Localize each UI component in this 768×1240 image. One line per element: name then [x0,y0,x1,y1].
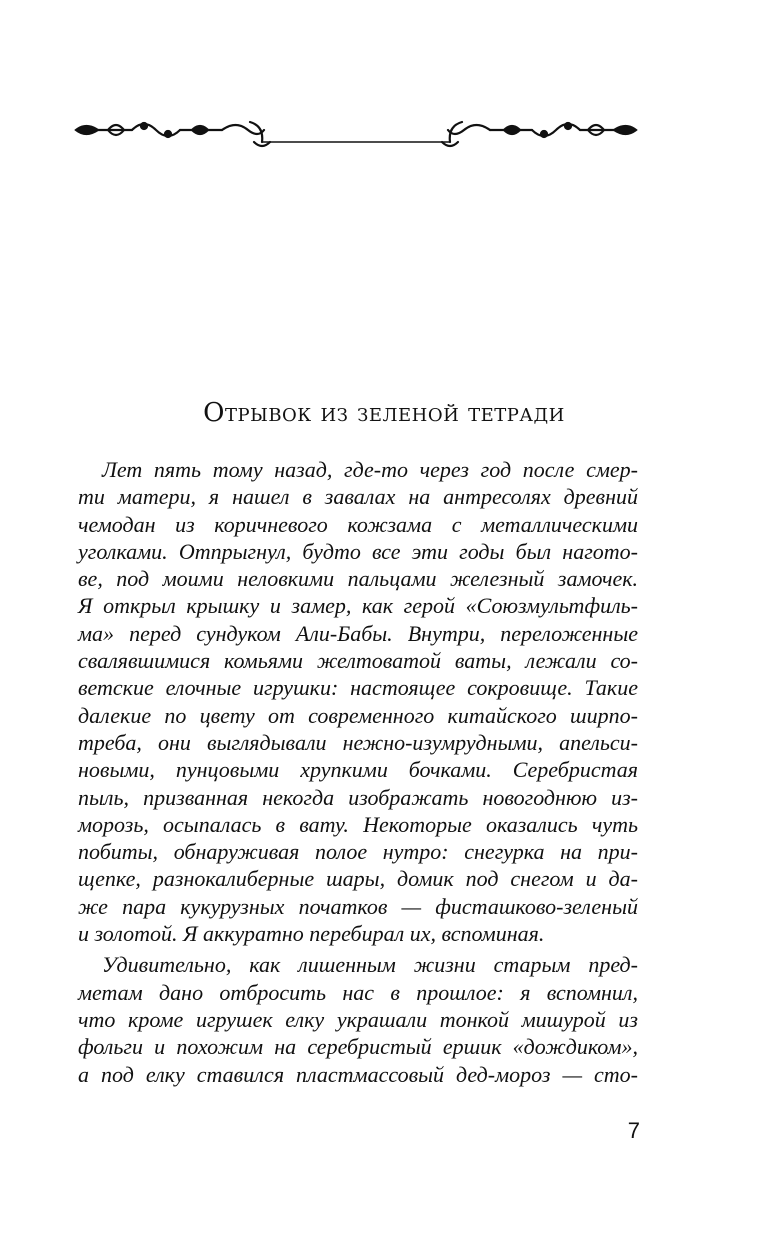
text-line: Лет пять тому назад, где-то через год после смер- [102,457,638,482]
text-line: пыль, призванная некогда изображать новогоднюю из- [78,784,638,810]
text-line: ти матери, я нашел в завалах на антресолях древний [78,484,638,510]
page-number: 7 [627,1118,640,1143]
text-line: фольги и похожим на серебристый ершик «дождиком», [78,1034,638,1060]
paragraph [78,951,638,1087]
text-line: же пара кукурузных початков — фисташково-зеленый [78,893,638,919]
text-line: побиты, обнаруживая полое нутро: снегурка на при- [78,839,638,865]
text-line: треба, они выглядывали нежно-изумрудными, апельси- [78,729,638,755]
text-line: далекие по цвету от современного китайского ширпо- [78,702,638,728]
text-line: и золотой. Я аккуратно перебирал их, вспоминая. [78,921,545,947]
text-line: ве, под моими неловкими пальцами железный замочек. [78,566,638,592]
header-ornament [72,118,640,152]
text-line: чемодан из коричневого кожзама с металлическими [78,511,638,537]
text-line: новыми, пунцовыми хрупкими бочками. Серебристая [78,757,638,783]
text-line: морозь, осыпалась в вату. Некоторые оказались чуть [78,811,638,837]
text-line: щепке, разнокалиберные шары, домик под снегом и да- [78,866,638,892]
text-line: ветские елочные игрушки: настоящее сокровище. Такие [78,675,638,701]
body-text [78,456,638,1088]
text-line: ма» перед сундуком Али-Бабы. Внутри, переложенные [78,620,638,646]
text-line: метам дано отбросить нас в прошлое: я вспомнил, [78,979,638,1005]
text-line: свалявшимися комьями желтоватой ваты, лежали со- [78,648,638,674]
text-line: Я открыл крышку и замер, как герой «Союзмультфиль- [78,593,638,619]
text-line: уголками. Отпрыгнул, будто все эти годы был нагото- [78,538,638,564]
paragraph [78,456,638,947]
text-line: Удивительно, как лишенным жизни старым пред- [102,952,638,978]
text-line: что кроме игрушек елку украшали тонкой мишурой из [78,1006,638,1032]
text-line: а под елку ставился пластмассовый дед-мороз — сто- [78,1061,638,1087]
chapter-title: Отрывок из зеленой тетради [203,398,565,428]
